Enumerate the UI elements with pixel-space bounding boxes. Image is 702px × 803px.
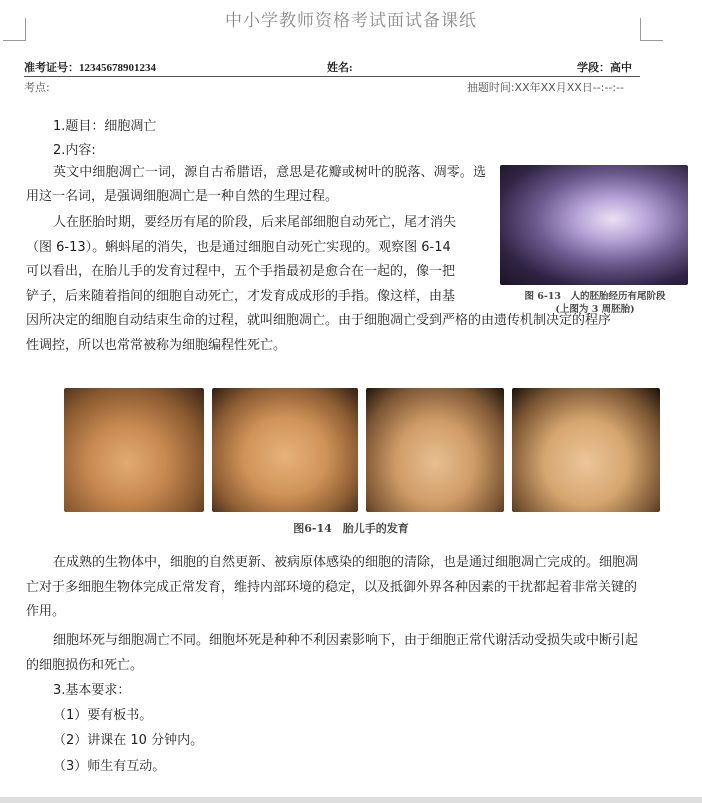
requirement-3: （3）师生有互动。	[53, 759, 166, 774]
hand-development-photo-1	[64, 388, 204, 512]
hand-development-photo-4	[512, 388, 660, 512]
paragraph-3: 在成熟的生物体中，细胞的自然更新、被病原体感染的细胞的清除，也是通过细胞凋亡完成的。细胞凋亡对于多细胞生物体完成正常发育，维持内部环境的稳定，以及抵御外界各种因素的干扰都起着非常关键的作用。	[26, 555, 639, 619]
paragraph-2-line: 铲子，后来随着指间的细胞自动死亡，才发育成成形的手指。像这样，由基	[26, 288, 456, 304]
paragraph-2-line: 因所决定的细胞自动结束生命的过程，就叫细胞凋亡。由于细胞凋亡受到严格的由遗传机制决定的程序	[26, 313, 612, 328]
name-field: 姓名:	[327, 62, 353, 74]
embryo-photo	[500, 165, 688, 285]
paragraph-2-line: （图 6-13）。蝌蚪尾的消失，也是通过细胞自动死亡实现的。观察图 6-14	[26, 239, 451, 255]
requirements-label: 3.基本要求：	[53, 683, 131, 698]
exam-point: 考点:	[24, 81, 50, 94]
page-title: 中小学教师资格考试面试备课纸	[225, 11, 477, 31]
school-stage: 学段：高中	[577, 62, 632, 74]
requirement-2: （2）讲课在 10 分钟内。	[53, 733, 204, 748]
hand-development-photo-2	[212, 388, 358, 512]
draw-time: 抽题时间:XX年XX月XX日--:--:--	[466, 81, 624, 94]
candidate-info-row	[24, 59, 640, 75]
content-label: 2.内容:	[53, 143, 96, 158]
header-divider	[24, 76, 640, 77]
figure-6-13-caption-line-2: (上图为 3 周胚胎)	[555, 304, 635, 315]
exam-info-row	[24, 79, 640, 93]
figure-6-13-caption-line-1: 图 6-13 人的胚胎经历有尾阶段	[524, 291, 666, 302]
paragraph-2-line: 性调控，所以也常常被称为细胞编程性死亡。	[26, 337, 287, 353]
exam-id: 准考证号：12345678901234	[24, 62, 156, 74]
figure-6-14-caption: 图6-14 胎儿手的发育	[293, 522, 409, 535]
paragraph-2-line: 可以看出，在胎儿手的发育过程中，五个手指最初是愈合在一起的，像一把	[26, 264, 456, 279]
paragraph-2-line: 人在胚胎时期，要经历有尾的阶段，后来尾部细胞自动死亡，尾才消失	[53, 215, 457, 230]
figure-6-13-caption	[500, 290, 690, 316]
hand-development-photo-3	[366, 388, 504, 512]
topic-line: 1.题目：细胞凋亡	[53, 119, 157, 134]
paragraph-1: 英文中细胞凋亡一词，源自古希腊语，意思是花瓣或树叶的脱落、凋零。选用这一名词，是强调细胞凋亡是一种自然的生理过程。	[26, 165, 486, 204]
requirement-1: （1）要有板书。	[53, 708, 153, 723]
paragraph-4: 细胞坏死与细胞凋亡不同。细胞坏死是种种不利因素影响下，由于细胞正常代谢活动受损失或中断引起的细胞损伤和死亡。	[26, 633, 639, 673]
page-bottom-edge	[0, 797, 702, 803]
